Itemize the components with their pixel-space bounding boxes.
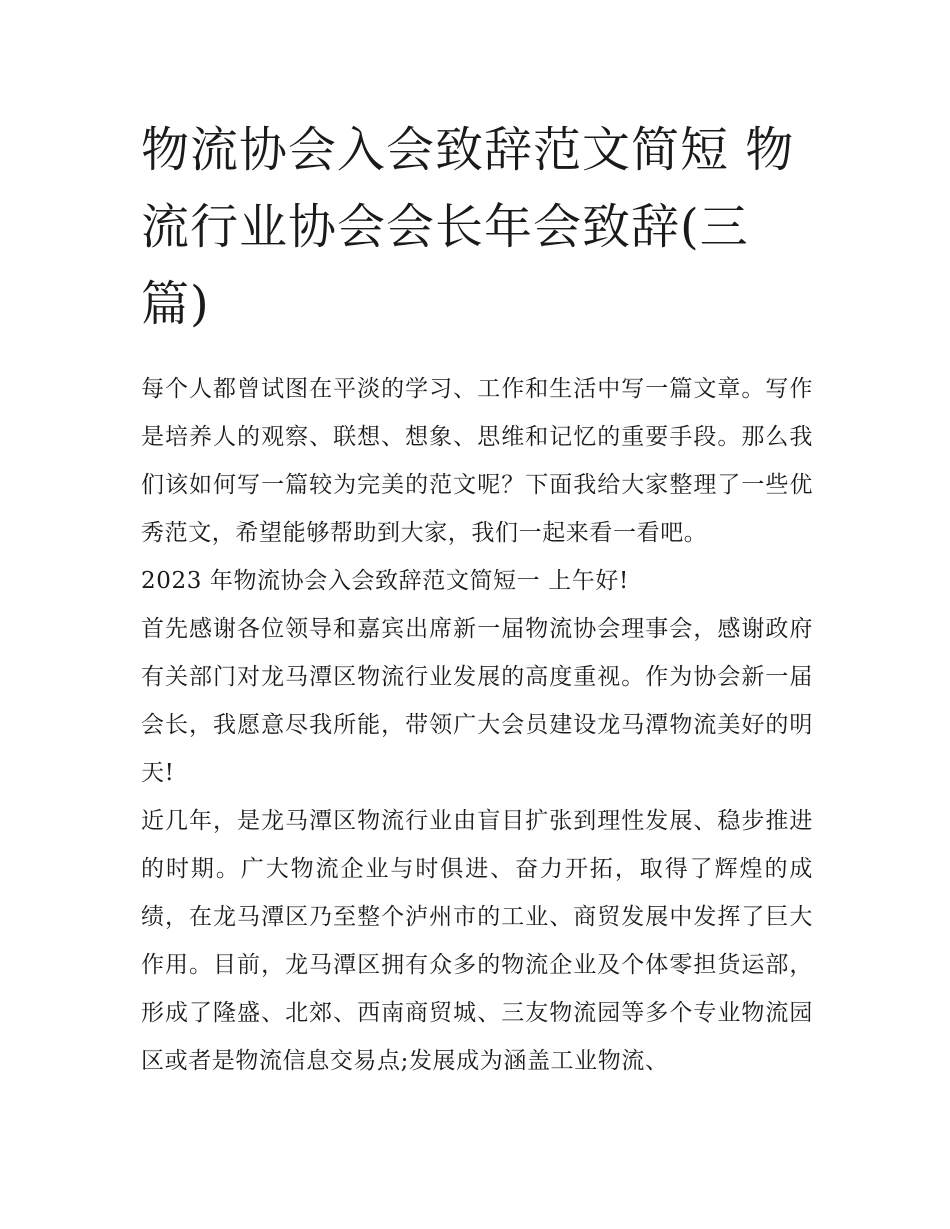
document-page [141,112,813,1085]
intro-paragraph: 每个人都曾试图在平淡的学习、工作和生活中写一篇文章。写作是培养人的观察、联想、想象、思维和记忆的重要手段。那么我们该如何写一篇较为完美的范文呢？下面我给大家整理了一些优秀范文，希望能够帮助到大家，我们一起来看一看吧。 [141,376,813,546]
section-heading-paragraph: 2023 年物流协会入会致辞范文简短一 上午好! [141,568,629,594]
body-paragraph: 首先感谢各位领导和嘉宾出席新一届物流协会理事会，感谢政府有关部门对龙马潭区物流行业发展的高度重视。作为协会新一届会长，我愿意尽我所能，带领广大会员建设龙马潭物流美好的明天! [141,616,813,786]
body-paragraph: 近几年，是龙马潭区物流行业由盲目扩张到理性发展、稳步推进的时期。广大物流企业与时俱进、奋力开拓，取得了辉煌的成绩，在龙马潭区乃至整个泸州市的工业、商贸发展中发挥了巨大作用。目前，龙马潭区拥有众多的物流企业及个体零担货运部，形成了隆盛、北郊、西南商贸城、三友物流园等多个专业物流园区或者是物流信息交易点;发展成为涵盖工业物流、 [141,808,813,1074]
document-title: 物流协会入会致辞范文简短 物流行业协会会长年会致辞(三篇) [141,122,795,332]
document-body [141,365,813,1085]
